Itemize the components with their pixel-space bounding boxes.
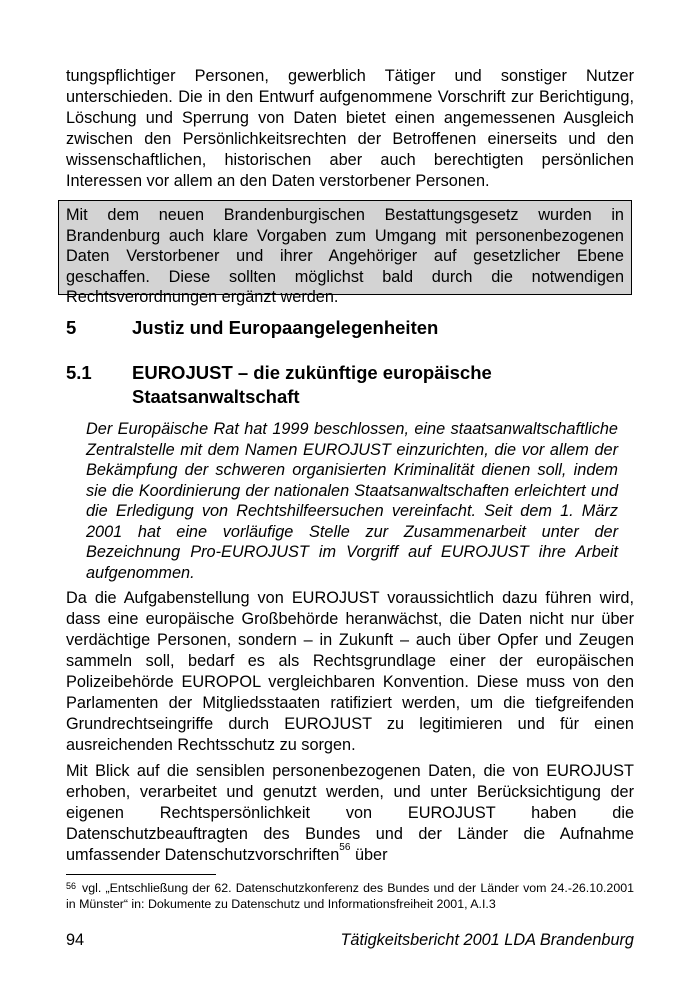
paragraph-text-end: über — [350, 846, 388, 864]
subsection-title: EUROJUST – die zukünftige europäische Staatsanwaltschaft — [132, 362, 492, 407]
highlight-box: Mit dem neuen Brandenburgischen Bestattungsgesetz wurden in Brandenburg auch klare Vorgaben zum Umgang mit personenbezogenen Daten Verstorbener und ihrer Angehöriger auf gesetzlicher Ebene geschaffen. Diese sollten möglichst bald durch die notwendigen Rechtsverordnungen ergänzt werden. — [58, 200, 632, 295]
footnote-reference[interactable]: 56 — [339, 842, 351, 853]
section-title: Justiz und Europaangelegenheiten — [132, 317, 439, 338]
subsection-number: 5.1 — [66, 362, 92, 383]
footnote-divider — [66, 874, 216, 875]
section-number: 5 — [66, 317, 77, 338]
body-paragraph — [66, 761, 634, 866]
running-title: Tätigkeitsbericht 2001 LDA Brandenburg — [340, 931, 634, 949]
paragraph-text: Mit Blick auf die sensiblen personenbezogenen Daten, die von EUROJUST erhoben, verarbeitet und genutzt werden, und unter Berücksichtigung der eigenen Rechtspersönlichkeit von EUROJUST haben die Datenschutzbeauftragten des Bundes und der Länder die Aufnahme umfassender Datenschutzvorschriften — [66, 762, 634, 864]
page-number: 94 — [66, 931, 85, 949]
body-paragraph: tungspflichtiger Personen, gewerblich Tätiger und sonstiger Nutzer unterschieden. Die in den Entwurf aufgenommene Vorschrift zur Berichtigung, Löschung und Sperrung von Daten bietet einen angemessenen Ausgleich zwischen den Persönlichkeitsrechten der Betroffenen einerseits und den wissenschaftlichen, historischen aber auch berechtigten persönlichen Interessen vor allem an den Daten verstorbener Personen. — [66, 67, 634, 190]
body-paragraph: Da die Aufgabenstellung von EUROJUST voraussichtlich dazu führen wird, dass eine europäische Großbehörde heranwächst, die Daten nicht nur über verdächtige Personen, sondern – in Zukunft – auch über Opfer und Zeugen sammeln soll, bedarf es als Rechtsgrundlage einer der europäischen Polizeibehörde EUROPOL vergleichbaren Konvention. Diese muss von den Parlamenten der Mitgliedsstaaten ratifiziert werden, um die tiefgreifenden Grundrechtseingriffe durch EUROJUST zu legitimieren und für einen ausreichenden Rechtsschutz zu sorgen. — [66, 589, 634, 754]
footnote-text: vgl. „Entschließung der 62. Datenschutzkonferenz des Bundes und der Länder vom 24.-26.10.2001 in Münster“ in: Dokumente zu Datenschutz und Informationsfreiheit 2001, A.I.3 — [66, 881, 634, 911]
intro-quote: Der Europäische Rat hat 1999 beschlossen, eine staatsanwaltschaftliche Zentralstelle mit dem Namen EUROJUST einzurichten, die vor allem der Bekämpfung der schweren organisierten Kriminalität dienen soll, indem sie die Koordinierung der nationalen Staatsanwaltschaften erleichtert und die Erledigung von Rechtshilfeersuchen vereinfacht. Seit dem 1. März 2001 hat eine vorläufige Stelle zur Zusammenarbeit unter der Bezeichnung Pro-EUROJUST im Vorgriff auf EUROJUST ihre Arbeit aufgenommen. — [86, 420, 618, 582]
footnote-number: 56 — [66, 881, 77, 891]
footnote — [66, 880, 634, 912]
